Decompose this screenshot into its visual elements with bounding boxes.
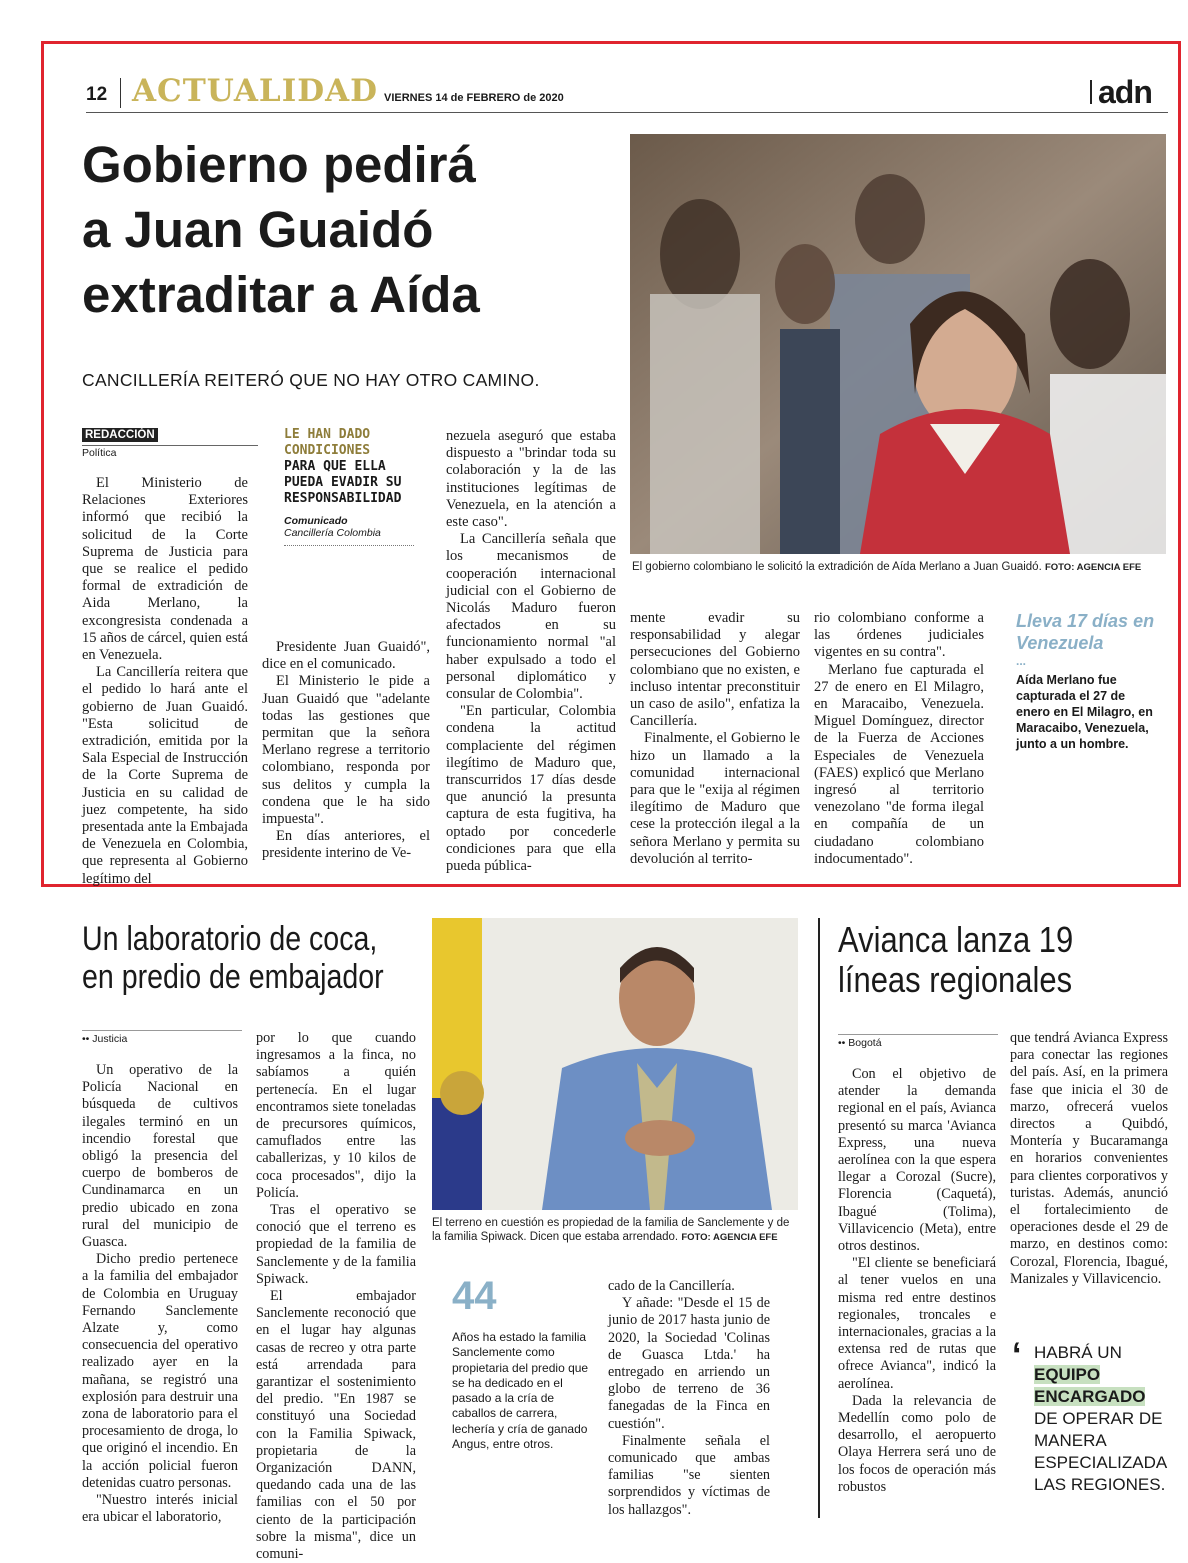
headline-line: Un laboratorio de coca, xyxy=(82,920,378,958)
section-title: ACTUALIDAD xyxy=(132,73,379,109)
story2-section: Justicia xyxy=(92,1033,128,1045)
headline-line: líneas regionales xyxy=(838,959,1073,1000)
photo-credit: FOTO: AGENCIA EFE xyxy=(681,1232,778,1243)
photo-credit: FOTO: AGENCIA EFE xyxy=(1044,562,1142,573)
paragraph: El Ministerio de Relaciones Exteriores informó que recibió la solicitud de la Corte Suprema de Justicia para que se realice el pedido formal de extradición de Aida Merlano, la excongresista condenada a 15 años de cárcel, quien está en Venezuela. xyxy=(82,475,248,664)
adn-logo: adn xyxy=(1098,74,1152,110)
byline: REDACCIÓN xyxy=(82,428,158,442)
paragraph: por lo que cuando ingresamos a la finca, no sabíamos a quién pertenecía. En el lugar encontramos siete toneladas de precursores químicos, camuflados entre las caballerizas, y 10 kilos de coca procesados", dijo la Policía. xyxy=(256,1030,416,1201)
main-column-3 xyxy=(446,428,616,875)
main-photo xyxy=(630,134,1166,554)
story2-headline xyxy=(82,920,384,996)
story2-column-3 xyxy=(608,1278,770,1519)
dots-icon: •• xyxy=(838,1037,849,1049)
paragraph: Finalmente, el Gobierno le hizo un llamado a la comunidad internacional para que le "exija al régimen ilegítimo de Maduro que cese la protección ilegal a la señora Merlano y permita su devolución al territo- xyxy=(630,730,800,867)
main-headline xyxy=(82,132,480,327)
sidebar-text: Aída Merlano fue capturada el 27 de enero en El Milagro, en Maracaibo, Venezuela, junto a un hombre. xyxy=(1016,673,1153,751)
story3-column-1 xyxy=(838,1066,996,1496)
paragraph: "El cliente se beneficiará al tener vuelos en una misma red entre destinos regionales, troncales e internacionales, gracias a la extensa red de rutas que ofrece Avianca", indicó la aerolínea. xyxy=(838,1255,996,1392)
column-rule xyxy=(818,918,820,1518)
paragraph: El embajador Sanclemente reconoció que en el lugar hay algunas casas de recreo y otra parte está arrendada para garantizar el sostenimiento del predio. "En 1987 se constituyó una Sociedad con la Familia Spiwack, propietaria de la Organización DANN, quedando cada una de las familias con el 50 por ciento de la participación sobre la misma", dice un comuni- xyxy=(256,1288,416,1563)
main-photo-caption xyxy=(632,560,1168,575)
paragraph: Con el objetivo de atender la demanda regional en el país, Avianca presentó su marca 'Avianca Express, una nueva aerolínea con la que espera llegar a Corozal (Sucre), Florencia (Caquetá), Ibagué (Tolima), Villavicencio (Meta), entre otros destinos. xyxy=(838,1066,996,1255)
paragraph: La Cancillería reitera que el pedido lo hará ante el gobierno de Juan Guaidó. "Esta solicitud de extradición, emitida por la Sala Especial de Instrucción de la Corte Suprema de Justicia en su calidad de juez competente, ha sido presentada ante la Embajada de Venezuela en Colombia, que representa al Gobierno legítimo del xyxy=(82,664,248,887)
page-number: 12 xyxy=(86,84,108,105)
paragraph: "En particular, Colombia condena la actitud complaciente del régimen ilegítimo de Maduro que, transcurridos 17 días desde que anunció la presunta captura de esta fugitiva, ha optado por concederle condiciones para que ella pueda pública- xyxy=(446,703,616,875)
dots-icon: •• xyxy=(82,1033,93,1045)
pull-highlight: EQUIPO ENCARGADO xyxy=(1034,1365,1146,1406)
stat-number: 44 xyxy=(452,1274,497,1318)
story3-section-tag xyxy=(838,1034,998,1049)
story3-column-2 xyxy=(1010,1030,1168,1288)
paragraph: rio colombiano conforme a las órdenes judiciales vigentes en su contra". xyxy=(814,610,984,661)
story3-headline xyxy=(838,920,1073,1000)
paragraph: Merlano fue capturada el 27 de enero en El Milagro, en Maracaibo, Venezuela. Miguel Domínguez, director de la Fuerza de Acciones Especiales de Venezuela (FAES) explicó que Merlano ingresó al territorio venezolano "de forma ilegal en compañía de un ciudadano colombiano indocumentado". xyxy=(814,661,984,867)
headline-line: a Juan Guaidó xyxy=(82,201,434,258)
main-column-1 xyxy=(82,475,248,888)
caption-text: El terreno en cuestión es propiedad de la familia de Sanclemente y de la familia Spiwack. Dicen que estaba arrendado. xyxy=(432,1217,790,1243)
story2-column-2 xyxy=(256,1030,416,1563)
main-column-2 xyxy=(262,639,430,863)
caption-text: El gobierno colombiano le solicitó la extradición de Aída Merlano a Juan Guaidó. xyxy=(632,561,1042,573)
headline-line: en predio de embajador xyxy=(82,958,384,996)
sidebar-dots: ... xyxy=(1016,654,1027,668)
paragraph: Presidente Juan Guaidó", dice en el comunicado. xyxy=(262,639,430,673)
paragraph: La Cancillería señala que los mecanismos de cooperación internacional judicial con el Gobierno de Nicolás Maduro fueron afectados en su funcionamiento normal "al haber expulsado a todo el personal diplomático y consular de Colombia". xyxy=(446,531,616,703)
paragraph: El Ministerio le pide a Juan Guaidó que "adelante todas las gestiones que permitan que la señora Merlano regrese a territorio colombiano, responda por sus delitos y cumpla la condena que le ha sido impuesta". xyxy=(262,673,430,828)
story2-photo-caption xyxy=(432,1216,798,1245)
main-subhead: CANCILLERÍA REITERÓ QUE NO HAY OTRO CAMINO. xyxy=(82,370,540,390)
paragraph: que tendrá Avianca Express para conectar las regiones del país. Así, en la primera fase que inicia el 30 de marzo, ofrecerá vuelos directos a Quibdó, Montería y Bucaramanga en horarios convenientes para clientes corporativos y turistas. Además, anunció el fortalecimiento de operaciones desde el 29 de marzo, en destinos como: Corozal, Florencia, Ibagué, Manizales y Villavicencio. xyxy=(1010,1030,1168,1287)
paragraph: En días anteriores, el presidente interino de Ve- xyxy=(262,828,430,862)
headline-line: extraditar a Aída xyxy=(82,266,480,323)
paragraph: Y añade: "Desde el 15 de junio de 2017 hasta junio de 2020, la Sociedad 'Colinas de Guasca Ltda.' ha entregado en arriendo un globo de terreno de 36 fanegadas de la Finca en cuestión". xyxy=(608,1295,770,1432)
photo-ambassador xyxy=(432,918,798,1210)
paragraph: "Nuestro interés inicial era ubicar el laboratorio, xyxy=(82,1492,238,1526)
quote-line-2: PARA QUE ELLA PUEDA EVADIR SU RESPONSABILIDAD xyxy=(284,459,402,506)
headline-line: Gobierno pedirá xyxy=(82,136,476,193)
paragraph: nezuela aseguró que estaba dispuesto a "brindar toda su colaboración y la de las instituciones legítimas de Venezuela, en la atención a este caso". xyxy=(446,428,616,531)
logo-divider xyxy=(1090,80,1092,104)
headline-line: Avianca lanza 19 xyxy=(838,919,1074,960)
header-rule xyxy=(86,112,1168,113)
pull-quote-mark: ‘ xyxy=(1012,1336,1022,1374)
byline-section: Política xyxy=(82,445,258,459)
quote-rule xyxy=(284,545,414,546)
story2-photo xyxy=(432,918,798,1210)
quote-line-1: LE HAN DADO CONDICIONES xyxy=(284,427,371,458)
story3-section: Bogotá xyxy=(848,1037,882,1049)
story3-pull-quote xyxy=(1034,1342,1174,1496)
pull-quote xyxy=(284,427,430,546)
stat-text: Años ha estado la familia Sanclemente como propietaria del predio que se ha dedicado en el pasado a la cría de caballos de carrera, lechería y cría de ganado Angus, entre otros. xyxy=(452,1330,589,1452)
header-divider xyxy=(120,78,121,108)
paragraph: Un operativo de la Policía Nacional en búsqueda de cultivos ilegales terminó en un incendio forestal que obligó la presencia del cuerpo de bomberos de Cundinamarca en un predio ubicado en zona rural del municipio de Guasca. xyxy=(82,1062,238,1251)
paragraph: Dicho predio pertenece a la familia del embajador de Colombia en Uruguay Fernando Sanclemente Alzate y, como consecuencia del operativo realizado ayer en la mañana, se registró una explosión para destruir una zona de laboratorio para el procesamiento de droga, lo que originó el incendio. En la acción policial fueron detenidas cuatro personas. xyxy=(82,1251,238,1491)
main-column-5 xyxy=(814,610,984,868)
story2-column-1 xyxy=(82,1062,238,1526)
main-column-4 xyxy=(630,610,800,868)
story2-section-tag xyxy=(82,1030,242,1045)
issue-date: VIERNES 14 de FEBRERO de 2020 xyxy=(384,92,564,104)
sidebar-title: Lleva 17 días en Venezuela xyxy=(1016,611,1155,653)
paragraph: mente evadir su responsabilidad y alegar persecuciones del Gobierno colombiano que no existen, e incluso intentar preconstituir un caso de asilo", enfatiza la Cancillería. xyxy=(630,610,800,730)
quote-source-org: Cancillería Colombia xyxy=(284,527,381,539)
paragraph: Dada la relevancia de Medellín como polo de desarrollo, el aeropuerto Olaya Herrera será uno de los focos de operación más robustos xyxy=(838,1392,996,1495)
pull-pre: HABRÁ UN xyxy=(1034,1343,1122,1362)
paragraph: cado de la Cancillería. xyxy=(608,1278,735,1294)
photo-aida-merlano xyxy=(630,134,1166,554)
pull-post: DE OPERAR DE MANERA ESPECIALIZADA LAS REGIONES. xyxy=(1034,1409,1167,1494)
paragraph: Tras el operativo se conoció que el terreno es propiedad de la familia de Sanclemente y de la familia Spiwack. xyxy=(256,1202,416,1287)
quote-source: Comunicado xyxy=(284,515,348,527)
paragraph: Finalmente señala el comunicado que ambas familias "se sienten sorprendidos y víctimas de los hallazgos". xyxy=(608,1432,770,1518)
